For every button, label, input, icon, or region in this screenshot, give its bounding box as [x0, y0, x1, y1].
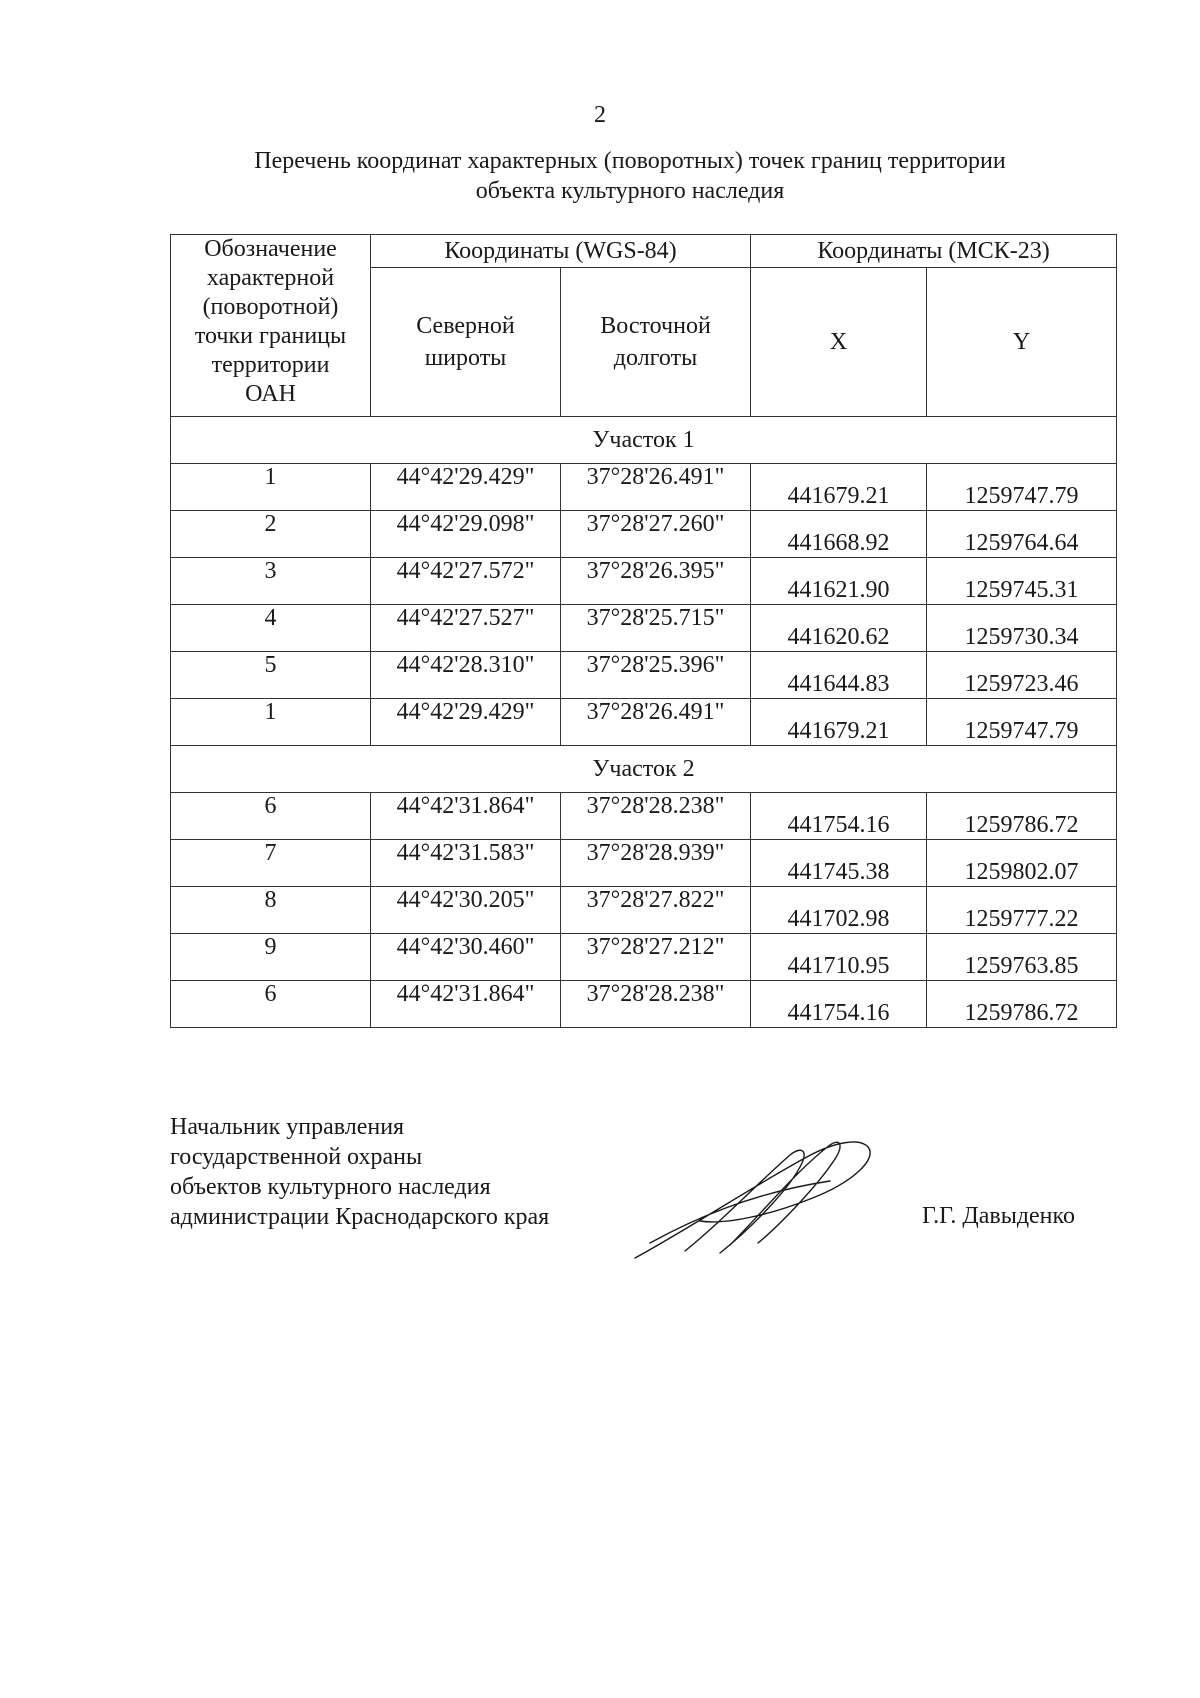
longitude-cell: 37°28'27.822" [561, 887, 751, 934]
longitude-cell: 37°28'27.260" [561, 511, 751, 558]
latitude-cell: 44°42'31.864" [371, 793, 561, 840]
latitude-cell: 44°42'29.429" [371, 699, 561, 746]
x-cell: 441644.83 [751, 652, 927, 699]
header-point-line: ОАН [245, 381, 296, 407]
y-cell: 1259745.31 [927, 558, 1117, 605]
x-cell: 441668.92 [751, 511, 927, 558]
document-title [150, 146, 1110, 206]
y-cell: 1259786.72 [927, 981, 1117, 1028]
longitude-cell: 37°28'25.396" [561, 652, 751, 699]
header-latitude-line: Северной [416, 313, 515, 339]
title-line-1: Перечень координат характерных (поворотных) точек границ территории [254, 148, 1006, 174]
header-point-line: Обозначение [204, 236, 337, 262]
table-row [171, 652, 1117, 699]
point-id-cell: 6 [171, 981, 371, 1028]
header-latitude [371, 268, 561, 417]
longitude-cell: 37°28'26.491" [561, 464, 751, 511]
longitude-cell: 37°28'26.491" [561, 699, 751, 746]
x-cell: 441679.21 [751, 699, 927, 746]
latitude-cell: 44°42'28.310" [371, 652, 561, 699]
point-id-cell: 3 [171, 558, 371, 605]
x-cell: 441710.95 [751, 934, 927, 981]
x-cell: 441621.90 [751, 558, 927, 605]
signer-position-line: Начальник управления [170, 1114, 405, 1140]
latitude-cell: 44°42'27.527" [371, 605, 561, 652]
longitude-cell: 37°28'28.238" [561, 981, 751, 1028]
signer-position-line: администрации Краснодарского края [170, 1204, 550, 1230]
x-cell: 441702.98 [751, 887, 927, 934]
longitude-cell: 37°28'28.939" [561, 840, 751, 887]
table-row [171, 699, 1117, 746]
table-row [171, 793, 1117, 840]
longitude-cell: 37°28'25.715" [561, 605, 751, 652]
point-id-cell: 4 [171, 605, 371, 652]
longitude-cell: 37°28'26.395" [561, 558, 751, 605]
x-cell: 441620.62 [751, 605, 927, 652]
header-msk23: Координаты (МСК-23) [751, 235, 1117, 268]
title-line-2: объекта культурного наследия [475, 178, 785, 204]
section-title: Участок 2 [171, 746, 1117, 793]
y-cell: 1259723.46 [927, 652, 1117, 699]
signer-position-line: государственной охраны [170, 1144, 423, 1170]
y-cell: 1259747.79 [927, 699, 1117, 746]
x-cell: 441754.16 [751, 793, 927, 840]
point-id-cell: 5 [171, 652, 371, 699]
y-cell: 1259764.64 [927, 511, 1117, 558]
y-cell: 1259802.07 [927, 840, 1117, 887]
table-body [171, 417, 1117, 1028]
section-row [171, 746, 1117, 793]
page-number: 2 [594, 102, 606, 128]
header-longitude [561, 268, 751, 417]
table-row [171, 605, 1117, 652]
point-id-cell: 1 [171, 464, 371, 511]
latitude-cell: 44°42'27.572" [371, 558, 561, 605]
table-row [171, 511, 1117, 558]
point-id-cell: 6 [171, 793, 371, 840]
point-id-cell: 7 [171, 840, 371, 887]
latitude-cell: 44°42'29.098" [371, 511, 561, 558]
coordinates-table [170, 234, 1117, 1028]
point-id-cell: 2 [171, 511, 371, 558]
table-row [171, 464, 1117, 511]
latitude-cell: 44°42'29.429" [371, 464, 561, 511]
header-y: Y [927, 268, 1117, 417]
point-id-cell: 8 [171, 887, 371, 934]
latitude-cell: 44°42'30.460" [371, 934, 561, 981]
table-row [171, 887, 1117, 934]
section-row [171, 417, 1117, 464]
point-id-cell: 1 [171, 699, 371, 746]
header-point-designation [171, 235, 371, 417]
latitude-cell: 44°42'31.583" [371, 840, 561, 887]
table-row [171, 981, 1117, 1028]
header-x: X [751, 268, 927, 417]
x-cell: 441745.38 [751, 840, 927, 887]
handwritten-signature [630, 1133, 890, 1263]
longitude-cell: 37°28'27.212" [561, 934, 751, 981]
header-point-line: территории [211, 352, 330, 378]
header-point-line: (поворотной) [202, 294, 339, 320]
latitude-cell: 44°42'30.205" [371, 887, 561, 934]
header-longitude-line: долготы [613, 345, 698, 371]
header-longitude-line: Восточной [600, 313, 711, 339]
latitude-cell: 44°42'31.864" [371, 981, 561, 1028]
table-row [171, 840, 1117, 887]
header-point-line: точки границы [194, 323, 347, 349]
y-cell: 1259786.72 [927, 793, 1117, 840]
header-point-line: характерной [206, 265, 335, 291]
table-row [171, 934, 1117, 981]
header-wgs84: Координаты (WGS-84) [371, 235, 751, 268]
longitude-cell: 37°28'28.238" [561, 793, 751, 840]
section-title: Участок 1 [171, 417, 1117, 464]
signer-position [170, 1112, 549, 1232]
y-cell: 1259747.79 [927, 464, 1117, 511]
x-cell: 441754.16 [751, 981, 927, 1028]
header-latitude-line: широты [424, 345, 507, 371]
y-cell: 1259730.34 [927, 605, 1117, 652]
signer-name: Г.Г. Давыденко [922, 1203, 1075, 1229]
y-cell: 1259777.22 [927, 887, 1117, 934]
x-cell: 441679.21 [751, 464, 927, 511]
signer-position-line: объектов культурного наследия [170, 1174, 491, 1200]
y-cell: 1259763.85 [927, 934, 1117, 981]
point-id-cell: 9 [171, 934, 371, 981]
table-row [171, 558, 1117, 605]
